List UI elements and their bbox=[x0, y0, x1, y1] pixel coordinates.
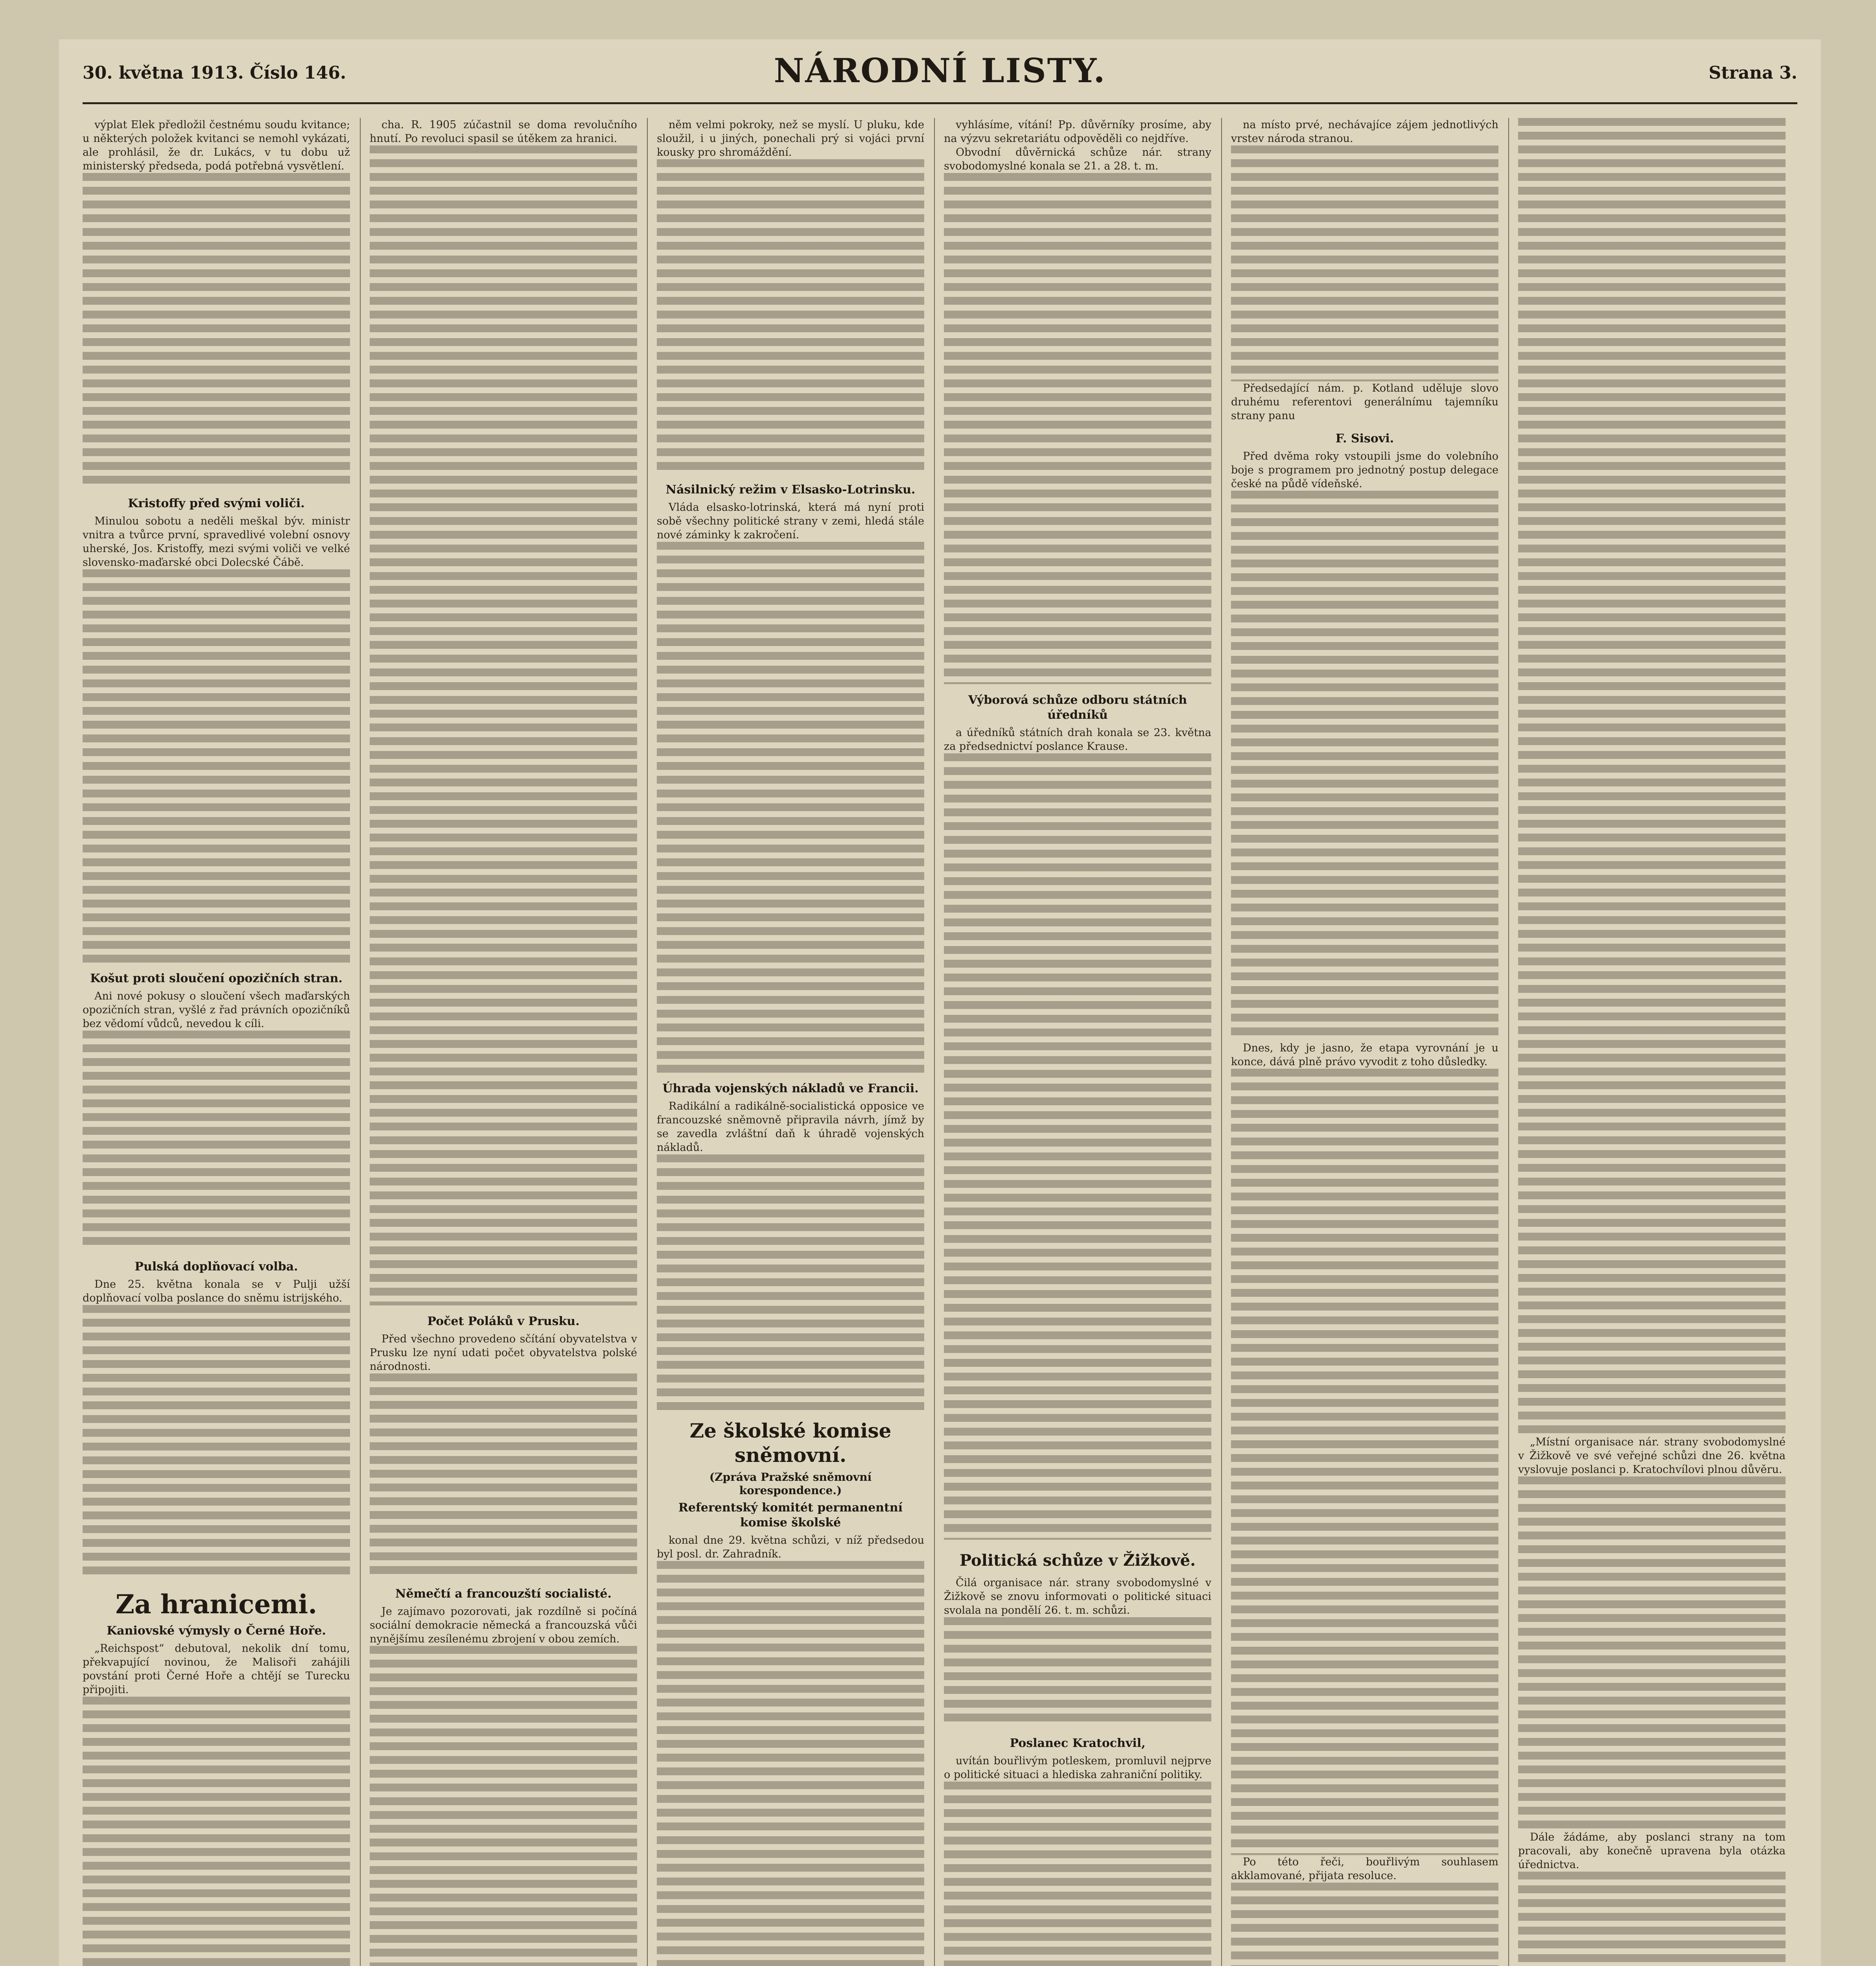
article-text: Dnes, kdy je jasno, že etapa vyrovnání je u konce, dává plně právo vyvodit z toho důsledky. bbox=[1231, 1042, 1498, 1068]
article-text: Minulou sobotu a neděli meškal býv. ministr vnitra a tvůrce první, spravedlivé volební osnovy uherské, Jos. Kristoffy, mezi svými voliči ve velké slovensko-maďarské obci Dolecské Čábě. bbox=[83, 515, 350, 569]
article-text: vyhlásíme, vítání! Pp. důvěrníky prosíme, aby na výzvu sekretariátu odpověděli co nejdříve. bbox=[944, 119, 1211, 145]
column-divider bbox=[647, 118, 648, 1966]
article-text: Čilá organisace nár. strany svobodomyslné v Žižkově se znovu informovati o politické situaci svolala na pondělí 26. t. m. schůzi. bbox=[944, 1577, 1211, 1616]
article-text: Ani nové pokusy o sloučení všech maďarských opozičních stran, vyšlé z řad právních opozičníků bez vědomí vůdců, nevedou k cíli. bbox=[83, 990, 350, 1030]
text-lines bbox=[370, 145, 637, 1305]
article-text: na místo prvé, nechávajíce zájem jednotlivých vrstev národa stranou. bbox=[1231, 119, 1498, 145]
column-5 bbox=[1231, 118, 1498, 1966]
text-lines bbox=[657, 159, 924, 474]
article-heading: Referentský komitét permanentní komise školské bbox=[678, 1501, 903, 1530]
newspaper-page bbox=[59, 39, 1821, 1966]
masthead-rule bbox=[83, 102, 1797, 104]
article-heading: Úhrada vojenských nákladů ve Francii. bbox=[662, 1082, 919, 1095]
text-lines bbox=[1231, 1069, 1498, 1855]
text-lines bbox=[944, 1782, 1211, 1966]
section-subheading: (Zpráva Pražské sněmovní korespondence.) bbox=[709, 1471, 872, 1497]
article-text: cha. R. 1905 zúčastnil se doma revolučního hnutí. Po revoluci spasil se útěkem za hranici. bbox=[370, 119, 637, 145]
article-text: „Místní organisace nár. strany svobodomyslné v Žižkově ve své veřejné schůzi dne 26. května vyslovuje poslanci p. Kratochvílovi plnou důvěru. bbox=[1518, 1436, 1786, 1476]
article-heading: Počet Poláků v Prusku. bbox=[427, 1314, 580, 1328]
article-text: „Reichspost“ debutoval, nekolik dní tomu, překvapující novinou, že Malisoři zahájili povstání proti Černé Hoře a chtějí se Turecku připojiti. bbox=[83, 1642, 350, 1696]
article-text: Dne 25. května konala se v Pulji užší doplňovací volba poslance do sněmu istrijského. bbox=[83, 1278, 350, 1304]
text-lines bbox=[83, 569, 350, 963]
text-lines bbox=[83, 1031, 350, 1251]
section-heading: Za hranicemi. bbox=[115, 1589, 317, 1620]
column-divider bbox=[360, 118, 361, 1966]
column-2 bbox=[370, 118, 637, 1966]
article-heading: Němečtí a francouzští socialisté. bbox=[395, 1587, 612, 1601]
article-heading: Výborová schůze odboru státních úředníků bbox=[968, 693, 1187, 722]
section-heading: Ze školské komise sněmovní. bbox=[689, 1419, 892, 1467]
section-heading: Politická schůze v Žižkově. bbox=[959, 1551, 1196, 1570]
column-6 bbox=[1518, 118, 1786, 1966]
article-text: výplat Elek předložil čestnému soudu kvitance; u některých položek kvitanci se nemohl vykázati, ale prohlásil, že dr. Lukács, v tu dobu už ministerský předseda, podá potřebná vysvětlení. bbox=[83, 119, 350, 172]
article-text: Vláda elsasko-lotrinská, která má nyní proti sobě všechny politické strany v zemi, hledá stále nové záminky k zakročení. bbox=[657, 501, 924, 541]
article-text: Je zajímavo pozorovati, jak rozdílně si počíná sociální demokracie německá a francouzská vůči nynějšímu zesílenému zbrojení v obou zemích. bbox=[370, 1605, 637, 1645]
article-heading: Pulská doplňovací volba. bbox=[135, 1260, 298, 1274]
article-heading: Poslanec Kratochvil, bbox=[1010, 1736, 1146, 1750]
text-lines bbox=[370, 1646, 637, 1966]
article-heading: F. Sisovi. bbox=[1335, 432, 1394, 445]
text-lines bbox=[1231, 145, 1498, 381]
text-lines bbox=[944, 173, 1211, 684]
text-lines bbox=[1231, 1883, 1498, 1966]
article-text: uvítán bouřlivým potleskem, promluvil nejprve o politické situaci a hlediska zahraniční politiky. bbox=[944, 1755, 1211, 1781]
article-heading: Kaniovské výmysly o Černé Hoře. bbox=[107, 1624, 326, 1638]
text-lines bbox=[370, 1373, 637, 1578]
article-heading: Košut proti sloučení opozičních stran. bbox=[90, 972, 343, 985]
article-text: něm velmi pokroky, než se myslí. U pluku, kde sloužil, i u jiných, ponechali prý si vojáci první kousky pro shromáždění. bbox=[657, 119, 924, 158]
column-divider bbox=[1221, 118, 1222, 1966]
text-lines bbox=[657, 542, 924, 1073]
masthead bbox=[83, 51, 1797, 98]
text-lines bbox=[1518, 1872, 1786, 1966]
text-lines bbox=[944, 753, 1211, 1540]
article-text: Obvodní důvěrnická schůze nár. strany svobodomyslné konala se 21. a 28. t. m. bbox=[944, 146, 1211, 172]
text-lines bbox=[944, 1617, 1211, 1727]
article-text: Před dvěma roky vstoupili jsme do volebního boje s programem pro jednotný postup delegace české na půdě vídeňské. bbox=[1231, 450, 1498, 490]
article-text: Radikální a radikálně-socialistická opposice ve francouzské sněmovně připravila návrh, jímž by se zavedla zvláštní daň k úhradě vojenských nákladů. bbox=[657, 1100, 924, 1154]
text-lines bbox=[83, 1697, 350, 1966]
column-divider bbox=[1508, 118, 1509, 1966]
article-text: konal dne 29. května schůzi, v níž předsedou byl posl. dr. Zahradník. bbox=[657, 1534, 924, 1560]
article-heading: Kristoffy před svými voliči. bbox=[128, 497, 305, 510]
column-1 bbox=[83, 118, 350, 1966]
text-lines bbox=[657, 1154, 924, 1410]
text-lines bbox=[1231, 491, 1498, 1041]
article-text: Předsedající nám. p. Kotland uděluje slovo druhému referentovi generálnímu tajemníku strany panu bbox=[1231, 382, 1498, 422]
text-lines bbox=[1518, 1476, 1786, 1830]
text-lines bbox=[1518, 118, 1786, 1435]
column-divider bbox=[934, 118, 935, 1966]
article-text: Před všechno provedeno sčítání obyvatelstva v Prusku lze nyní udati počet obyvatelstva polské národnosti. bbox=[370, 1333, 637, 1373]
article-text: a úředníků státních drah konala se 23. května za předsednictví poslance Krause. bbox=[944, 727, 1211, 753]
text-lines bbox=[83, 173, 350, 488]
article-text: Po této řeči, bouřlivým souhlasem akklamované, přijata resoluce. bbox=[1231, 1856, 1498, 1882]
page-number: Strana 3. bbox=[1708, 63, 1797, 83]
text-lines bbox=[657, 1561, 924, 1966]
column-3 bbox=[657, 118, 924, 1966]
article-heading: Násilnický režim v Elsasko-Lotrinsku. bbox=[665, 483, 916, 497]
issue-date: 30. května 1913. Číslo 146. bbox=[83, 63, 346, 83]
column-4 bbox=[944, 118, 1211, 1966]
article-text: Dále žádáme, aby poslanci strany na tom pracovali, aby konečně upravena byla otázka úřednictva. bbox=[1518, 1831, 1786, 1871]
text-lines bbox=[83, 1305, 350, 1580]
newspaper-title: NÁRODNÍ LISTY. bbox=[774, 51, 1106, 90]
